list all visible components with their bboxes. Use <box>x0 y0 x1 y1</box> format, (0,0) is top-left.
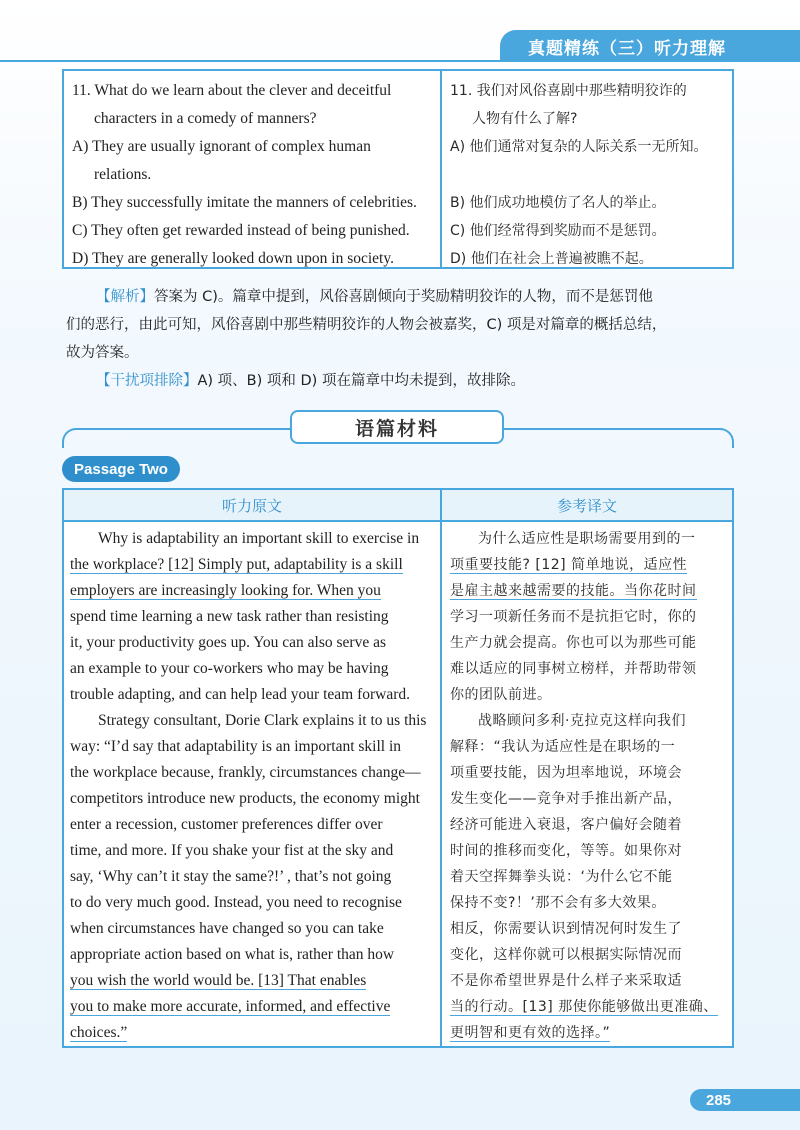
passage-zh-line: 相反，你需要认识到情况何时发生了 <box>450 921 682 937</box>
analysis-line-1 <box>66 283 736 311</box>
passage-zh-line: 时间的推移而变化，等等。如果你对 <box>450 843 682 859</box>
passage-table-header <box>64 490 732 522</box>
analysis-block <box>66 283 736 395</box>
passage-zh-line: 不是你希望世界是什么样子来采取适 <box>450 973 682 989</box>
passage-zh-line: 变化，这样你就可以根据实际情况而 <box>450 947 682 963</box>
passage-zh-line <box>450 578 728 604</box>
passage-zh-line: 项重要技能，因为坦率地说，环境会 <box>450 765 682 781</box>
passage-en-line <box>70 578 436 604</box>
question-chinese-column <box>442 71 732 267</box>
analysis-line-3: 故为答案。 <box>66 345 139 361</box>
passage-zh-line: 保持不变?！’那不会有多大效果。 <box>450 895 666 911</box>
passage-en-line: to do very much good. Instead, you need to recognise <box>70 894 402 911</box>
passage-zh-underlined: 是雇主越来越需要的技能。当你花时间 <box>450 583 697 599</box>
option-c-zh: C) 他们经常得到奖励而不是惩罚。 <box>450 223 666 239</box>
passage-en-line: the workplace because, frankly, circumstances change— <box>70 764 421 781</box>
question-stem-cont: characters in a comedy of manners? <box>94 110 317 127</box>
passage-zh-line: 学习一项新任务而不是抗拒它时，你的 <box>450 609 697 625</box>
option-a-cont: relations. <box>94 166 152 183</box>
header-title: 真题精练（三）听力理解 <box>528 38 726 59</box>
passage-en-line <box>70 552 436 578</box>
passage-en-line: time, and more. If you shake your fist at the sky and <box>70 842 394 859</box>
passage-zh-line: 经济可能进入衰退，客户偏好会随着 <box>450 817 682 833</box>
passage-zh-line <box>450 1020 728 1046</box>
passage-en-line: when circumstances have changed so you can take <box>70 920 384 937</box>
passage-zh-line: 解释：“我认为适应性是在职场的一 <box>450 739 676 755</box>
passage-en-line: spend time learning a new task rather than resisting <box>70 608 389 625</box>
passage-en-line: it, your productivity goes up. You can also serve as <box>70 634 386 651</box>
option-d: D) They are generally looked down upon in society. <box>72 250 394 267</box>
option-a: A) They are usually ignorant of complex human <box>72 138 371 155</box>
passage-zh-line <box>450 552 728 578</box>
passage-table-body <box>64 522 732 1046</box>
passage-table <box>62 488 734 1048</box>
question-english-column <box>64 71 442 267</box>
passage-zh-line: 生产力就会提高。你也可以为那些可能 <box>450 635 697 651</box>
passage-en-line: trouble adapting, and can help lead your team forward. <box>70 686 411 703</box>
passage-en-underlined: employers are increasingly looking for. When you <box>70 582 381 599</box>
question-table <box>62 69 734 269</box>
distractor-tag: 【干扰项排除】 <box>96 373 198 389</box>
passage-en-line: an example to your co-workers who may be having <box>70 660 389 677</box>
passage-en-line: appropriate action based on what is, rather than how <box>70 946 395 963</box>
passage-en-line <box>70 968 436 994</box>
passage-en-line <box>70 1020 436 1046</box>
header-rule <box>0 60 800 62</box>
page-number-band <box>690 1089 800 1111</box>
passage-en-line: competitors introduce new products, the economy might <box>70 790 420 807</box>
passage-en-underlined: the workplace? [12] Simply put, adaptability is a skill <box>70 556 403 573</box>
option-d-zh: D) 他们在社会上普遍被瞧不起。 <box>450 251 653 267</box>
passage-chinese-column <box>442 522 732 1046</box>
passage-en-underlined: you wish the world would be. [13] That enables <box>70 972 367 989</box>
header-original-text: 听力原文 <box>64 490 442 520</box>
passage-zh-line: 为什么适应性是职场需要用到的一 <box>478 531 696 547</box>
passage-zh-underlined: 项重要技能? [12] 简单地说，适应性 <box>450 557 688 573</box>
page-number: 285 <box>706 1091 732 1109</box>
passage-zh-line: 着天空挥舞拳头说：‘为什么它不能 <box>450 869 673 885</box>
passage-en-underlined: you to make more accurate, informed, and effective <box>70 998 391 1015</box>
passage-en-line <box>70 994 436 1020</box>
passage-en-line: Strategy consultant, Dorie Clark explains it to us this <box>98 712 427 729</box>
passage-badge-label: Passage Two <box>74 460 168 478</box>
section-title: 语篇材料 <box>354 417 439 440</box>
passage-zh-line: 难以适应的同事树立榜样，并帮助带领 <box>450 661 697 677</box>
passage-en-underlined: choices.” <box>70 1024 128 1041</box>
analysis-tag: 【解析】 <box>96 289 154 305</box>
option-b: B) They successfully imitate the manners of celebrities. <box>72 194 417 211</box>
distractor-line <box>66 367 736 395</box>
passage-zh-underlined: 更明智和更有效的选择。” <box>450 1025 611 1041</box>
section-title-box <box>290 410 504 444</box>
passage-en-line: enter a recession, customer preferences differ over <box>70 816 383 833</box>
option-a-zh: A) 他们通常对复杂的人际关系一无所知。 <box>450 139 708 155</box>
passage-en-line: say, ‘Why can’t it stay the same?!’ , that’s not going <box>70 868 392 885</box>
option-c: C) They often get rewarded instead of being punished. <box>72 222 410 239</box>
question-stem-zh-cont: 人物有什么了解? <box>472 111 578 127</box>
analysis-text-1: 答案为 C)。篇章中提到，风俗喜剧倾向于奖励精明狡诈的人物，而不是惩罚他 <box>154 289 653 305</box>
passage-badge <box>62 456 180 482</box>
spacer <box>450 161 728 189</box>
passage-en-line: Why is adaptability an important skill to exercise in <box>98 530 420 547</box>
distractor-text: A) 项、B) 项和 D) 项在篇章中均未提到，故排除。 <box>197 373 525 389</box>
analysis-line-2: 们的恶行，由此可知，风俗喜剧中那些精明狡诈的人物会被嘉奖，C) 项是对篇章的概括总结， <box>66 317 667 333</box>
passage-english-column <box>64 522 442 1046</box>
header-band <box>500 30 800 62</box>
question-stem: 11. What do we learn about the clever and deceitful <box>72 82 392 99</box>
header-translation: 参考译文 <box>556 496 617 515</box>
passage-zh-line <box>450 994 728 1020</box>
passage-en-line: way: “I’d say that adaptability is an important skill in <box>70 738 402 755</box>
question-stem-zh: 11. 我们对风俗喜剧中那些精明狡诈的 <box>450 83 687 99</box>
option-b-zh: B) 他们成功地模仿了名人的举止。 <box>450 195 666 211</box>
passage-zh-line: 发生变化——竞争对手推出新产品， <box>450 791 682 807</box>
passage-zh-line: 你的团队前进。 <box>450 687 552 703</box>
passage-zh-underlined: 当的行动。[13] 那使你能够做出更准确、 <box>450 999 718 1015</box>
passage-zh-line: 战略顾问多利·克拉克这样向我们 <box>478 713 686 729</box>
